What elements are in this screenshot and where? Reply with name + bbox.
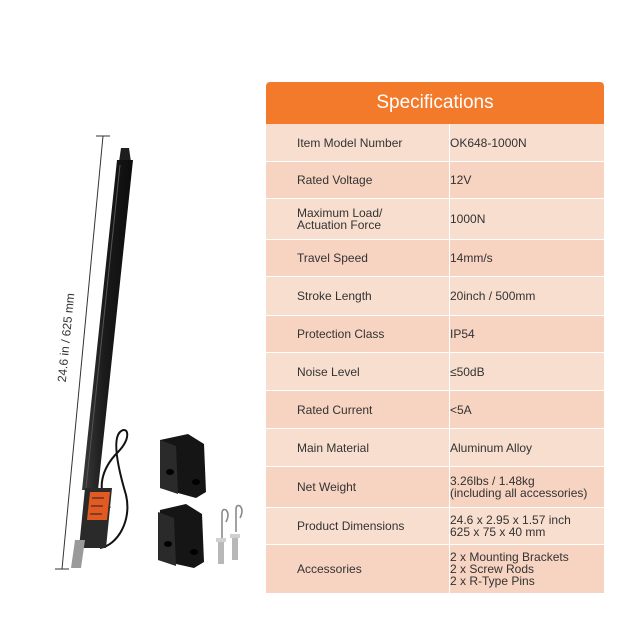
spec-rows [266,124,604,593]
spec-row [266,428,604,466]
spec-value: 20inch / 500mm [450,289,536,303]
screw-rods [216,534,240,564]
spec-value: 12V [450,173,472,187]
spec-label: Rated Current [266,391,450,428]
actuator-product-image [0,0,266,640]
spec-label: Product Dimensions [266,508,450,544]
r-type-pins [222,506,242,539]
spec-row [266,507,604,544]
spec-row [266,198,604,239]
spec-label: Net Weight [266,467,450,507]
spec-value: OK648-1000N [450,135,527,150]
spec-row [266,239,604,276]
spec-label: Stroke Length [266,277,450,315]
spec-label: Travel Speed [266,240,450,276]
spec-label: Maximum Load/ Actuation Force [266,199,450,239]
spec-value: 1000N [450,212,486,226]
spec-value: IP54 [450,327,475,341]
spec-row [266,466,604,507]
specifications-title: Specifications [266,82,604,124]
spec-row [266,544,604,593]
linear-actuator [71,148,133,568]
spec-label: Protection Class [266,316,450,352]
actuator-rod [71,540,85,568]
spec-value: 2 x Mounting Brackets 2 x Screw Rods 2 x R-Type Pins [450,550,569,588]
dimension-label: 24.6 in / 625 mm [54,292,78,383]
specifications-table [266,82,604,610]
spec-label: Main Material [266,429,450,466]
spec-value: 14mm/s [450,251,493,265]
end-cap [119,148,131,162]
spec-value: ≤50dB [450,364,485,379]
mounting-bracket-bottom [158,504,204,568]
spec-value: 3.26lbs / 1.48kg (including all accessories) [450,474,588,500]
spec-label: Rated Voltage [266,162,450,198]
spec-row [266,352,604,390]
spec-row [266,315,604,352]
spec-value: 24.6 x 2.95 x 1.57 inch 625 x 75 x 40 mm [450,513,571,539]
spec-label: Noise Level [266,353,450,390]
spec-row [266,276,604,315]
spec-row [266,124,604,161]
spec-value: Aluminum Alloy [450,440,533,455]
spec-value: <5A [450,402,472,417]
spec-row [266,390,604,428]
spec-label: Item Model Number [266,124,450,161]
spec-label: Accessories [266,545,450,593]
spec-row [266,161,604,198]
mounting-bracket-top [160,434,206,498]
